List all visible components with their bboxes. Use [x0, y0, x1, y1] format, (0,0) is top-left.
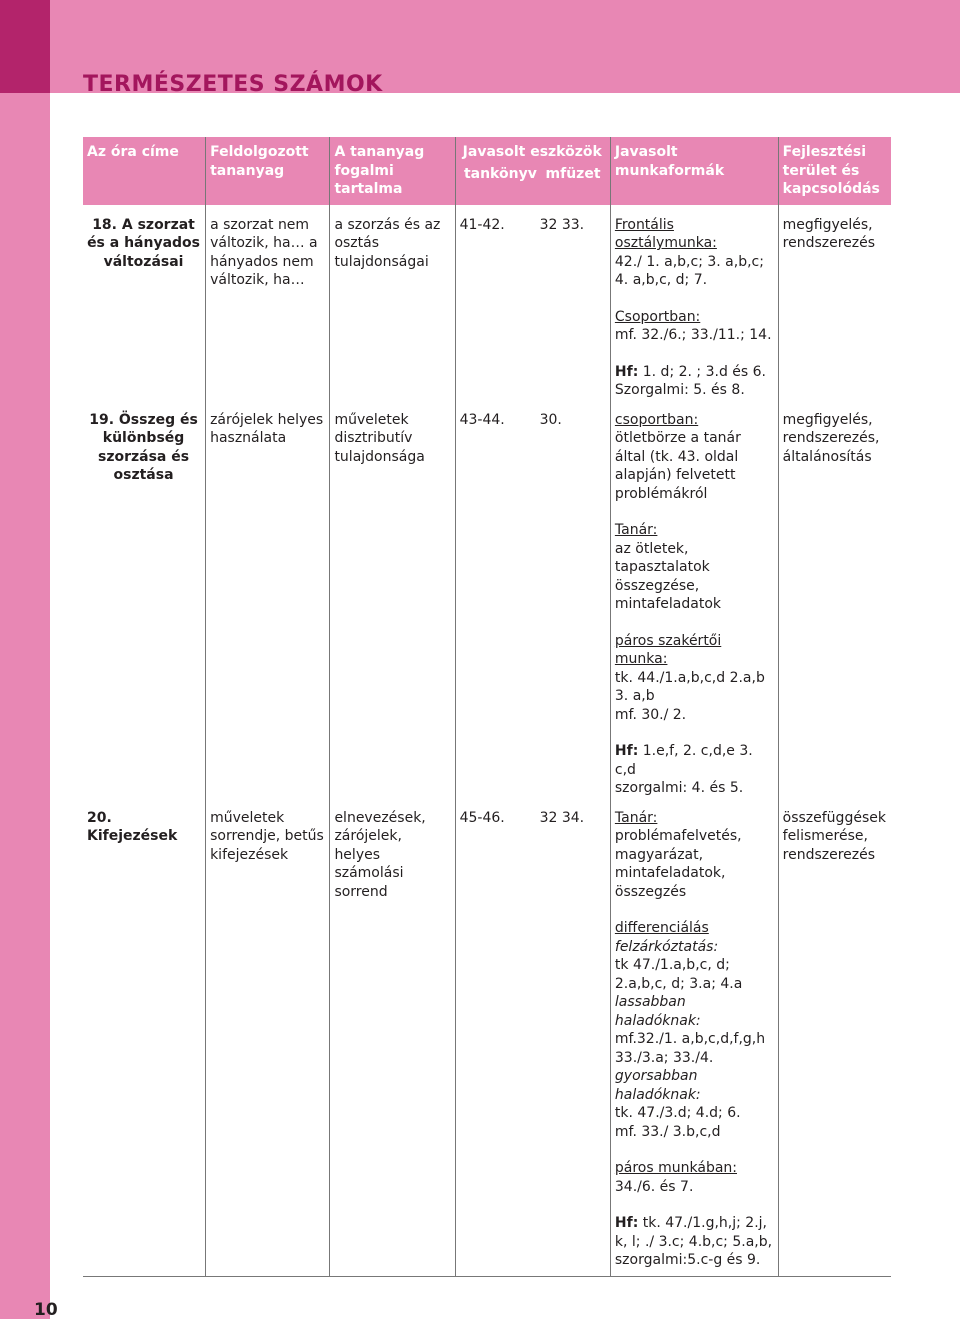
col-header-tools-label: Javasolt eszközök: [462, 144, 602, 160]
lesson-number: 19.: [89, 411, 115, 428]
extra-text: szorgalmi: 4. és 5.: [614, 780, 744, 796]
group-label: gyorsabban haladóknak:: [614, 1068, 701, 1103]
method-label: páros munkában:: [614, 1160, 737, 1176]
page-title: TERMÉSZETES SZÁMOK: [83, 72, 383, 97]
workbook-pages: 32 34.: [539, 809, 585, 826]
header-accent: [0, 0, 50, 93]
lesson-number: 20.: [87, 809, 112, 826]
tools-cell: [455, 205, 610, 400]
group-label: lassabban haladóknak:: [614, 994, 701, 1029]
workbook-pages: 30.: [539, 411, 562, 428]
method-text: mf. 30./ 2.: [614, 706, 687, 723]
side-margin-bar: [0, 93, 50, 1319]
method-text: tk. 44./1.a,b,c,d 2.a,b 3. a,b: [614, 669, 765, 704]
method-text: tk. 47./3.d; 4.d; 6.: [614, 1105, 741, 1121]
method-text: az ötletek, tapasztalatok összegzése, mintafeladatok: [614, 540, 721, 612]
col-header-workbook: mfüzet: [545, 165, 601, 182]
col-header-concepts: A tananyag fogalmi tartalma: [330, 137, 455, 205]
tools-cell: [455, 400, 610, 798]
table-row: [83, 798, 891, 1277]
col-header-methods: Javasolt munkaformák: [610, 137, 778, 205]
homework-label: Hf:: [614, 1215, 639, 1231]
method-text: mf. 33./ 3.b,c,d: [614, 1123, 721, 1140]
topic-cell: zárójelek helyes használata: [206, 400, 330, 798]
method-text: mf. 32./6.; 33./11.; 14.: [614, 327, 772, 343]
table-row: [83, 205, 891, 400]
lesson-title-cell: [83, 205, 206, 400]
homework-text: 1.e,f, 2. c,d,e 3. c,d: [614, 743, 753, 778]
col-header-tools: [455, 137, 610, 205]
method-text: mf.32./1. a,b,c,d,f,g,h 33./3.a; 33./4.: [614, 1031, 766, 1066]
method-label: Tanár:: [614, 809, 658, 826]
methods-cell: [610, 205, 778, 400]
concepts-cell: elnevezések, zárójelek, helyes számolási sorrend: [330, 798, 455, 1277]
lesson-title: Összeg és különbség szorzása és osztása: [97, 411, 198, 483]
method-label: páros szakértői munka:: [614, 632, 722, 667]
development-cell: megfigyelés, rendszerezés, általánosítás: [778, 400, 891, 798]
method-text: ötletbörze a tanár által (tk. 43. oldal alapján) felvetett problémákról: [614, 430, 741, 502]
method-text: problémafelvetés, magyarázat, mintafeladatok, összegzés: [614, 828, 742, 900]
homework-label: Hf:: [614, 743, 639, 759]
table-header-row: [83, 137, 891, 205]
homework-text: tk. 47./1.g,h,j; 2.j, k, l; ./ 3.c; 4.b,c; 5.a,b, szorgalmi:5.c-g és 9.: [614, 1215, 773, 1268]
method-text: 42./ 1. a,b,c; 3. a,b,c; 4. a,b,c, d; 7.: [614, 253, 764, 288]
col-header-title: Az óra címe: [83, 137, 206, 205]
workbook-pages: 32 33.: [539, 216, 585, 233]
concepts-cell: műveletek disztributív tulajdonsága: [330, 400, 455, 798]
lesson-number: 18.: [92, 216, 117, 233]
method-label: Tanár:: [614, 522, 658, 538]
method-label: Frontális osztálymunka:: [614, 216, 717, 251]
textbook-pages: 45-46.: [459, 809, 505, 826]
lesson-title: Kifejezések: [87, 828, 178, 844]
methods-cell: [610, 400, 778, 798]
table-row: [83, 400, 891, 798]
lesson-title: A szorzat és a hányados változásai: [87, 216, 201, 270]
textbook-pages: 43-44.: [459, 411, 505, 428]
group-label: felzárkóztatás:: [614, 938, 719, 955]
lesson-plan-table: [83, 137, 891, 1277]
concepts-cell: a szorzás és az osztás tulajdonságai: [330, 205, 455, 400]
homework-label: Hf:: [614, 363, 639, 380]
page-number: 10: [34, 1300, 58, 1320]
method-label: csoportban:: [614, 411, 699, 428]
topic-cell: a szorzat nem változik, ha… a hányados nem változik, ha…: [206, 205, 330, 400]
methods-cell: [610, 798, 778, 1277]
method-text: tk 47./1.a,b,c, d; 2.a,b,c, d; 3.a; 4.a: [614, 957, 743, 992]
col-header-development: Fejlesztési terület és kapcsolódás: [778, 137, 891, 205]
lesson-title-cell: [83, 798, 206, 1277]
col-header-textbook: tankönyv: [463, 165, 537, 182]
extra-text: Szorgalmi: 5. és 8.: [614, 382, 745, 398]
lesson-title-cell: [83, 400, 206, 798]
col-header-topic: Feldolgozott tananyag: [206, 137, 330, 205]
development-cell: összefüggések felismerése, rendszerezés: [778, 798, 891, 1277]
method-text: 34./6. és 7.: [614, 1178, 694, 1195]
topic-cell: műveletek sorrendje, betűs kifejezések: [206, 798, 330, 1277]
development-cell: megfigyelés, rendszerezés: [778, 205, 891, 400]
method-label: Csoportban:: [614, 308, 701, 325]
homework-text: 1. d; 2. ; 3.d és 6.: [638, 363, 766, 380]
tools-cell: [455, 798, 610, 1277]
textbook-pages: 41-42.: [459, 216, 505, 233]
method-label: differenciálás: [614, 920, 709, 936]
